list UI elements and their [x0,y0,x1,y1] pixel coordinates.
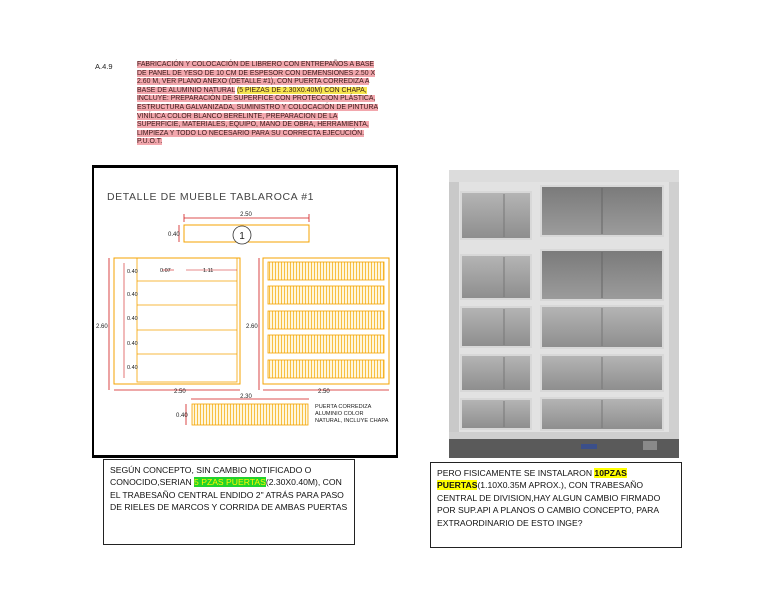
sliding-door-detail [192,404,308,425]
installed-cabinet-photo [449,170,679,458]
door-width-label: 2.30 [240,394,252,400]
shelf-5-height: 0.40 [127,365,138,371]
door-unit [461,255,531,299]
spec-code: A.4.9 [95,62,113,71]
spec-text-before: FABRICACIÓN Y COLOCACIÓN DE LIBRERO CON ENTREPAÑOS A BASE DE PANEL DE YESO DE 10 CM DE ESPESOR CON DEMENSIONES 2.50 X 2.60 M, VER PLANO ANEXO (DETALLE #1), CON PUERTA CORREDIZA A BASE DE ALUMINIO NATURAL [137,61,376,94]
top-height-label: 0.40 [168,232,180,238]
door-note: PUERTA CORREDIZA ALUMINIO COLOR NATURAL, INCLUYE CHAPA [315,404,389,424]
spec-text-after: INCLUYE: PREPARACIÓN DE SUPERFICE CON PROTECCION PLÁSTICA, ESTRUCTURA GALVANIZADA, SUMINISTRO Y COLOCACIÓN DE PINTURA VINÍLICA COLOR BLANCO BERELINTE, PREPARACION DE LA SUPERFICIE, MATERIALES, EQUIPO, MANO DE OBRA, HERRAMIENTA, LIMPIEZA Y TODO LO NECESARIO PARA SU CORRECTA EJECUCIÓN. P.U.O.T. [137,95,379,146]
note-right-before: PERO FISICAMENTE SE INSTALARON [437,468,595,478]
top-width-label: 2.50 [240,212,252,218]
door-unit [461,192,531,239]
cabinet-detail-drawing [92,165,398,458]
shelf-1-height: 0.40 [127,269,138,275]
note-left-before: SEGÚN CONCEPTO, SIN CAMBIO NOTIFICADO O CONOCIDO,SERIAN [110,465,312,488]
shelf-4-height: 0.40 [127,341,138,347]
note-right [430,462,682,548]
door-panel-4 [268,335,384,353]
door-panel-2 [268,286,384,304]
drawing-title: DETALLE DE MUEBLE TABLAROCA #1 [107,191,315,203]
door-unit [461,355,531,391]
shelf-2-height: 0.40 [127,292,138,298]
note-left-highlight: 5 PZAS PUERTAS [194,477,266,488]
door-unit [461,307,531,347]
note-left [103,459,355,545]
door-panel-1 [268,262,384,280]
door-unit [461,399,531,429]
note-right-after: (1.10X0.35M APROX.), CON TRABESAÑO CENTRAL DE DIVISION,HAY ALGUN CAMBIO FIRMADO POR SUP.API A PLANOS O CAMBIO CONCEPTO, PARA EXTRAORDINARIO DE ESTO INGE? [437,480,661,528]
right-total-height: 2.60 [246,324,258,330]
gap-label: 0.07 [160,268,171,274]
right-bottom-width: 2.50 [318,389,330,395]
spec-description [137,61,382,147]
note-right-highlight: 10PZAS PUERTAS [437,468,627,491]
door-panel-5 [268,360,384,378]
left-bottom-width: 2.50 [174,389,186,395]
spec-text-highlight: (5 PIEZAS DE 2.30X0.40M) CON CHAPA, [236,86,367,94]
shelf-depth-label: 1.11 [203,268,214,274]
detail-number: 1 [239,231,245,242]
door-height-label: 0.40 [176,413,188,419]
shelf-3-height: 0.40 [127,316,138,322]
note-left-after: (2.30X0.40M), CON EL TRABESAÑO CENTRAL ENDIDO 2" ATRÁS PARA PASO DE RIELES DE MARCOS Y CORRIDA DE AMBAS PUERTAS [110,477,348,513]
left-total-height: 2.60 [96,324,108,330]
door-panel-3 [268,311,384,329]
